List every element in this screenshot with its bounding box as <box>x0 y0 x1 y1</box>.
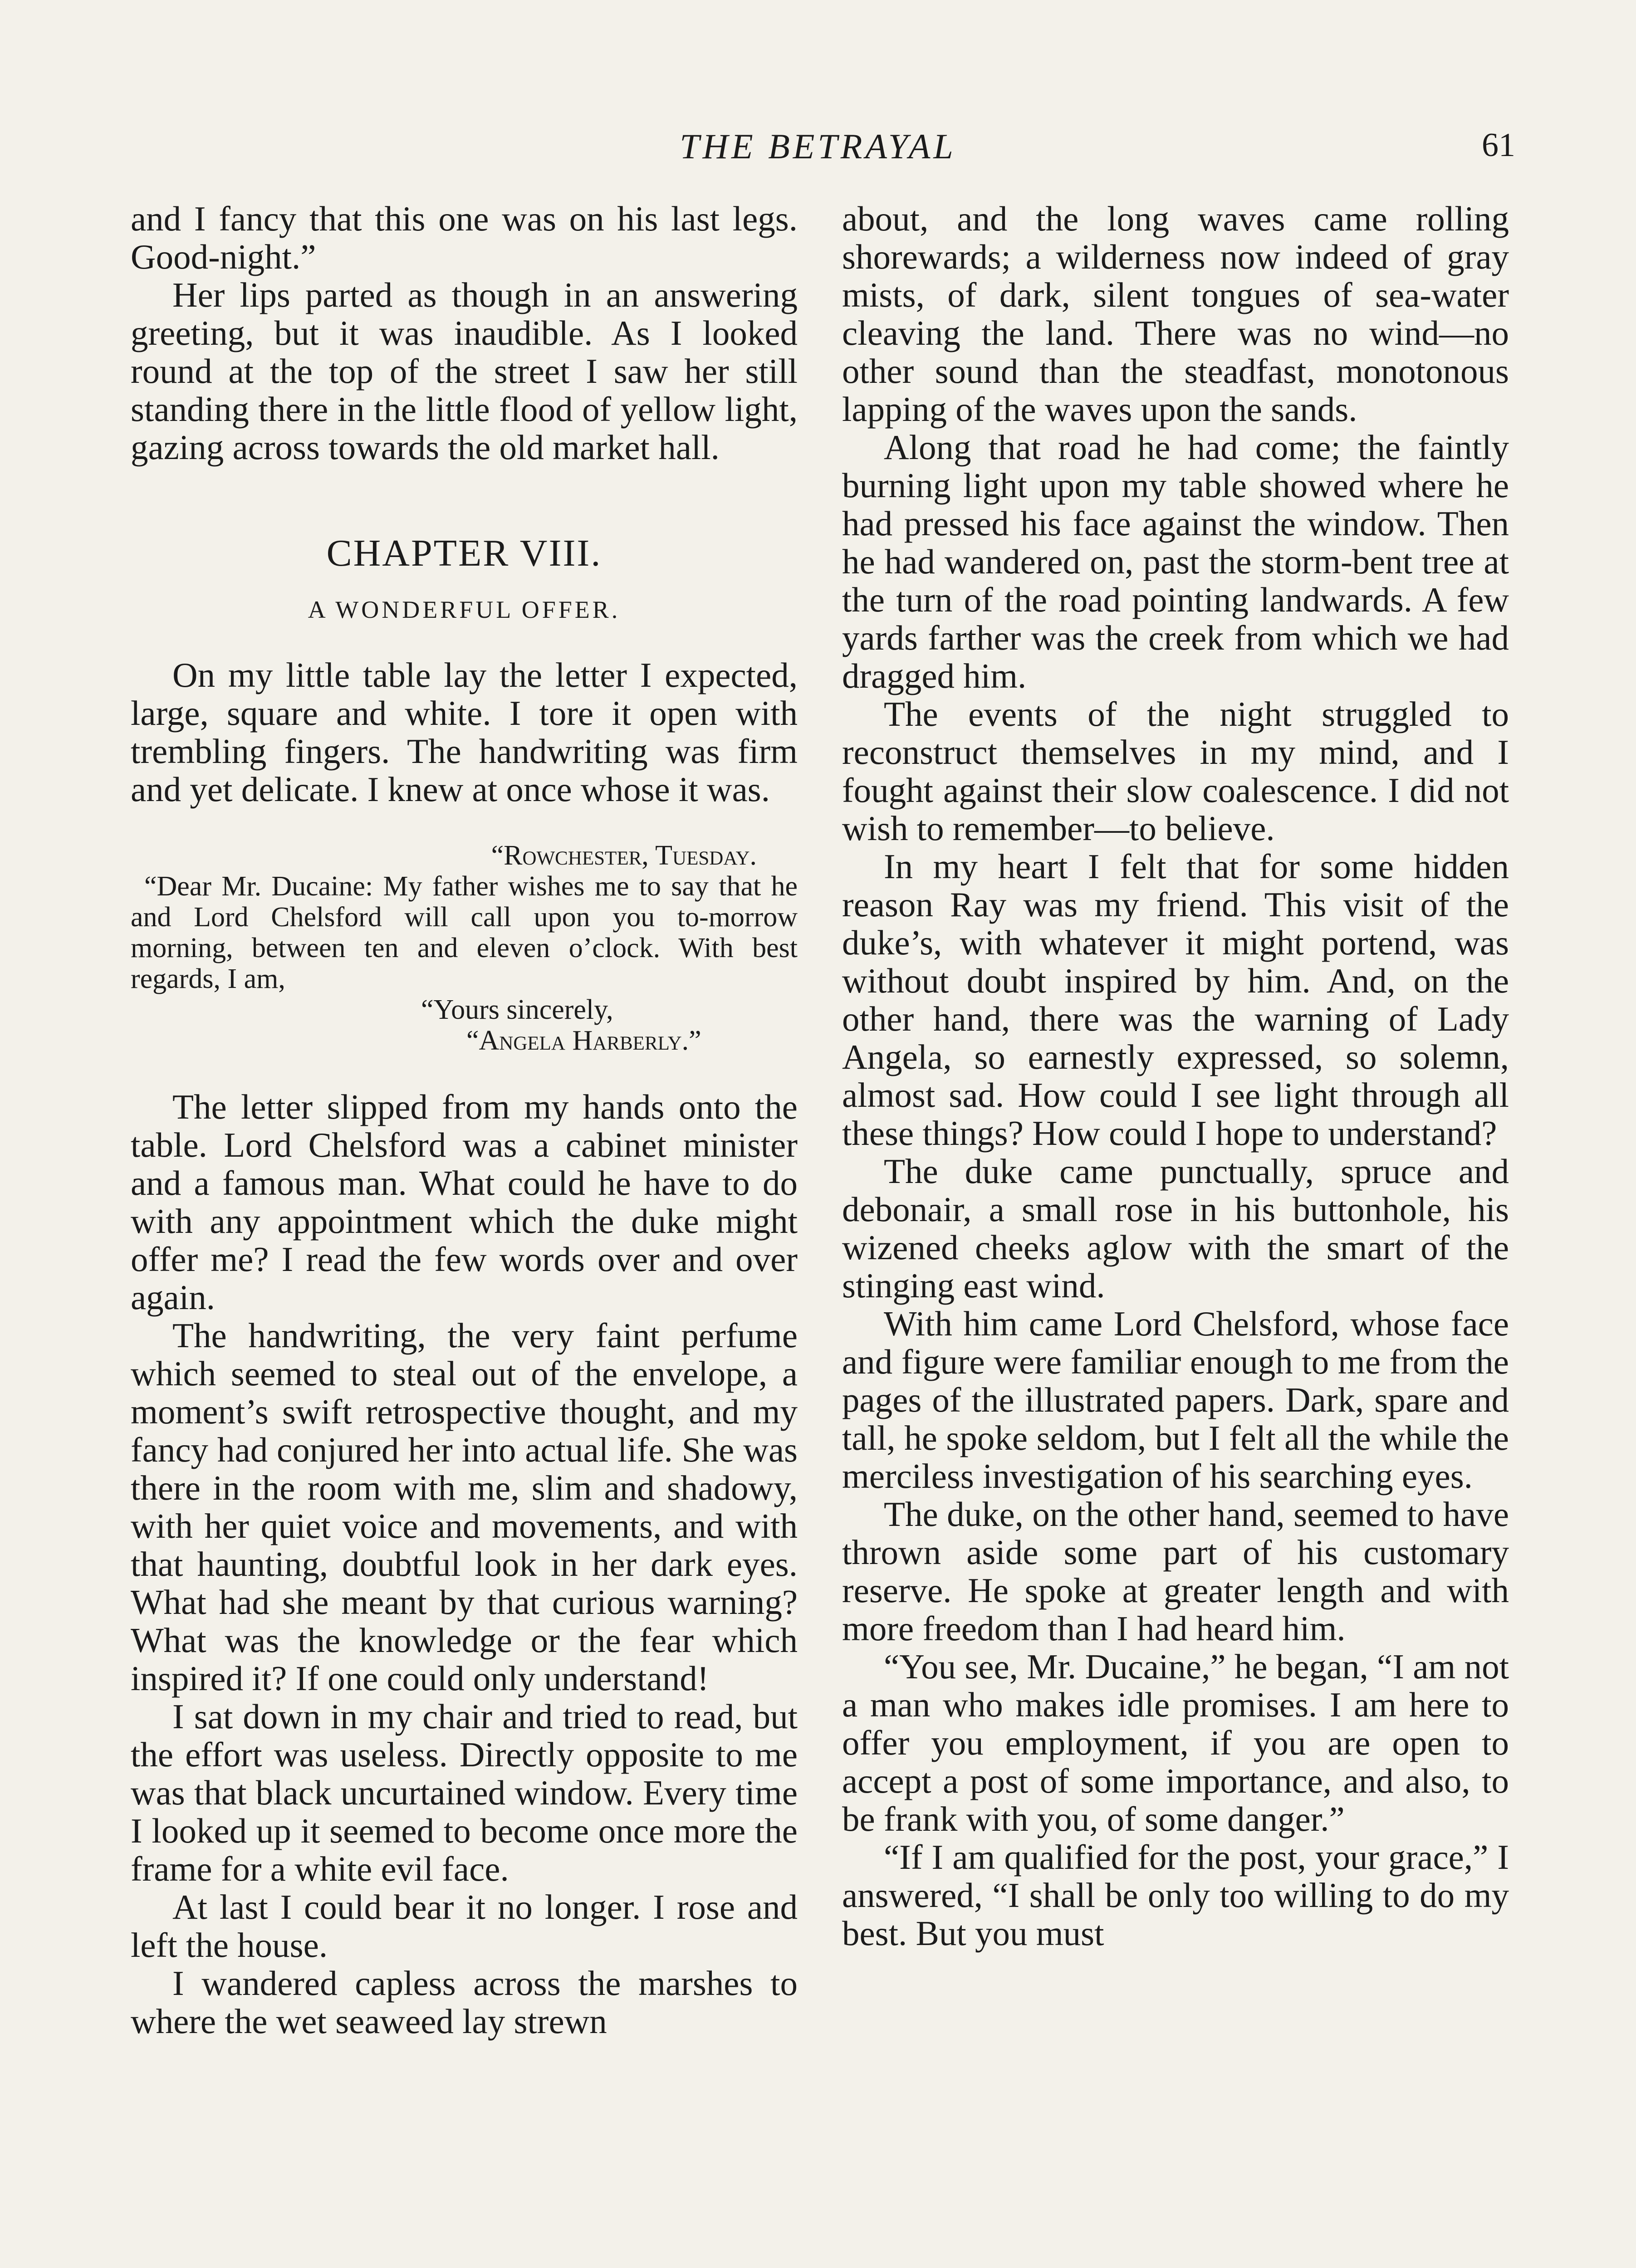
paragraph: “You see, Mr. Ducaine,” he began, “I am not a man who makes idle promises. I am here to offer you employment, if you are open to accept a post of some importance, and also, to be frank with you, of some danger.” <box>842 1647 1509 1838</box>
paragraph: Along that road he had come; the faintly burning light upon my table showed where he had pressed his face against the window. Then he had wandered on, past the storm-bent tree at the turn of the road pointing landwards. A few yards farther was the creek from which we had dragged him. <box>842 428 1509 695</box>
paragraph: Her lips parted as though in an answering greeting, but it was inaudible. As I looked round at the top of the street I saw her still standing there in the little flood of yellow light, gazing across towards the old market hall. <box>131 275 798 467</box>
running-title: THE BETRAYAL <box>680 127 956 166</box>
paragraph: On my little table lay the letter I expected, large, square and white. I tore it open with trembling fingers. The handwriting was firm and yet delicate. I knew at once whose it was. <box>131 655 798 809</box>
paragraph: With him came Lord Chelsford, whose face and figure were familiar enough to me from the pages of the illustrated papers. Dark, spare and tall, he spoke seldom, but I felt all the while the merciless investigation of his searching eyes. <box>842 1304 1509 1496</box>
paragraph: In my heart I felt that for some hidden reason Ray was my friend. This visit of the duke’s, with whatever it might portend, was without doubt inspired by him. And, on the other hand, there was the warning of Lady Angela, so earnestly expressed, so solemn, almost sad. How could I see light through all these things? How could I hope to understand? <box>842 847 1509 1153</box>
letter-signature: “Angela Harberly.” <box>466 1025 701 1056</box>
paragraph: I wandered capless across the marshes to where the wet seaweed lay strewn <box>131 1964 798 2041</box>
paragraph: The duke, on the other hand, seemed to have thrown aside some part of his customary reserve. He spoke at greater length and with more freedom than I had heard him. <box>842 1495 1509 1648</box>
paragraph: I sat down in my chair and tried to read, but the effort was useless. Directly opposite to me was that black uncurtained window. Every time I looked up it seemed to become once more the frame for a white evil face. <box>131 1697 798 1888</box>
letter-body: “Dear Mr. Ducaine: My father wishes me to say that he and Lord Chelsford will call upon you to-morrow morning, between ten and eleven o’clock. With best regards, I am, <box>131 871 798 994</box>
paragraph: At last I could bear it no longer. I rose and left the house. <box>131 1887 798 1965</box>
page-number: 61 <box>1482 127 1515 164</box>
paragraph: The events of the night struggled to reconstruct themselves in my mind, and I fought against their slow coalescence. I did not wish to remember—to believe. <box>842 694 1509 848</box>
paragraph: “If I am qualified for the post, your grace,” I answered, “I shall be only too willing to do my best. But you must <box>842 1838 1509 1953</box>
paragraph: The handwriting, the very faint perfume which seemed to steal out of the envelope, a moment’s swift retrospective thought, and my fancy had conjured her into actual life. She was there in the room with me, slim and shadowy, with her quiet voice and movements, and with that haunting, doubtful look in her dark eyes. What had she meant by that curious warning? What was the knowledge or the fear which inspired it? If one could only understand! <box>131 1316 798 1698</box>
letter-dateline: “Rowchester, Tuesday. <box>491 840 757 871</box>
chapter-subtitle: A WONDERFUL OFFER. <box>308 596 621 623</box>
chapter-title: CHAPTER VIII. <box>326 532 602 574</box>
paragraph: The duke came punctually, spruce and debonair, a small rose in his buttonhole, his wizened cheeks aglow with the smart of the stinging east wind. <box>842 1152 1509 1305</box>
running-head <box>0 122 1636 172</box>
letter-closing: “Yours sincerely, <box>421 994 613 1025</box>
quoted-letter <box>131 840 798 1056</box>
paragraph: The letter slipped from my hands onto the table. Lord Chelsford was a cabinet minister and a famous man. What could he have to do with any appointment which the duke might offer me? I read the few words over and over again. <box>131 1087 798 1317</box>
paragraph: and I fancy that this one was on his last legs. Good-night.” <box>131 199 798 276</box>
right-column <box>842 200 1509 1952</box>
left-column <box>131 200 798 2040</box>
paragraph: about, and the long waves came rolling shorewards; a wilderness now indeed of gray mists, of dark, silent tongues of sea-water cleaving the land. There was no wind—no other sound than the steadfast, monotonous lapping of the waves upon the sands. <box>842 199 1509 429</box>
